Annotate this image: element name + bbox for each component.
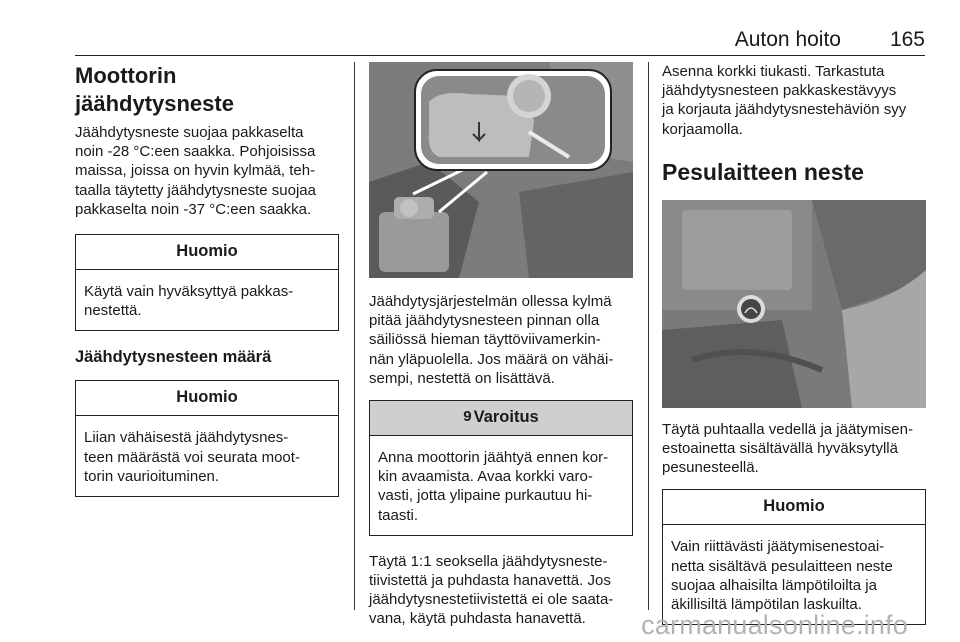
washer-reservoir-photo (662, 200, 926, 408)
intro-paragraph: Jäähdytysneste suojaa pakkaselta noin -28 °C:een saakka. Pohjoisissa maissa, joissa on hyvin kylmää, teh- taalla täytetty jäähdytysneste suojaa pakkaselta noin -37 °C:een saakka. (75, 124, 316, 218)
note-box (75, 234, 339, 331)
note-box (662, 489, 926, 625)
note-text: Liian vähäisestä jäähdytysnes- teen määrästä voi seurata moot- torin vaurioituminen. (84, 429, 300, 485)
coolant-level-paragraph: Jäähdytysjärjestelmän ollessa kylmä pitää jäähdytysnesteen pinnan olla säiliössä hieman täyttöviivamerkin- nän yläpuolella. Jos määrä on vähäi- sempi, nestettä on lisättävä. (369, 293, 614, 387)
washer-fluid-image (662, 200, 926, 408)
column-1 (75, 62, 339, 497)
watermark: carmanualsonline.info (641, 610, 908, 640)
note-text: Vain riittävästi jäätymisenestoai- netta sisältävä pesulaitteen neste suojaa alhaisilta lämpötiloilta ja äkillisiltä lämpötilan laskuilta. (671, 538, 893, 614)
column-divider (354, 62, 355, 610)
note-title: Huomio (76, 381, 338, 416)
section-title: Auton hoito (734, 28, 841, 51)
warning-triangle-icon: 9 (463, 408, 472, 426)
engine-bay-photo (369, 62, 633, 278)
note-text: Käytä vain hyväksyttyä pakkas- nestettä. (84, 283, 294, 320)
refill-paragraph: Täytä 1:1 seoksella jäähdytysneste- tiivistettä ja puhdasta hanavettä. Jos jäähdytysnestetiivistettä ei ole saata- vana, käytä puhdasta hanavettä. (369, 552, 614, 628)
warning-title: 9 Varoitus (370, 401, 632, 436)
coolant-reservoir-image (369, 62, 633, 278)
cap-paragraph: Asenna korkki tiukasti. Tarkastuta jäähdytysnesteen pakkaskestävyys ja korjauta jäähdytysnestehäviön syy korjaamolla. (662, 63, 907, 138)
washer-fill-paragraph: Täytä puhtaalla vedellä ja jäätymisen- estoainetta sisältävällä hyväksytyllä pesunesteellä. (662, 420, 913, 477)
warning-text: Anna moottorin jäähtyä ennen kor- kin avaamista. Avaa korkki varo- vasti, jotta ylipaine purkautuu hi- taasti. (378, 449, 609, 524)
column-2 (369, 62, 633, 629)
page-header (75, 28, 925, 56)
subheading: Jäähdytysnesteen määrä (75, 348, 272, 367)
column-divider (648, 62, 649, 610)
page-number: 165 (889, 28, 925, 51)
section-heading: Moottorin jäähdytysneste (75, 63, 234, 116)
column-3 (662, 62, 926, 625)
note-title: Huomio (663, 490, 925, 525)
note-title: Huomio (76, 235, 338, 270)
section-heading: Pesulaitteen neste (662, 158, 864, 185)
note-box (75, 380, 339, 497)
header-rule (75, 55, 925, 56)
warning-box (369, 400, 633, 536)
